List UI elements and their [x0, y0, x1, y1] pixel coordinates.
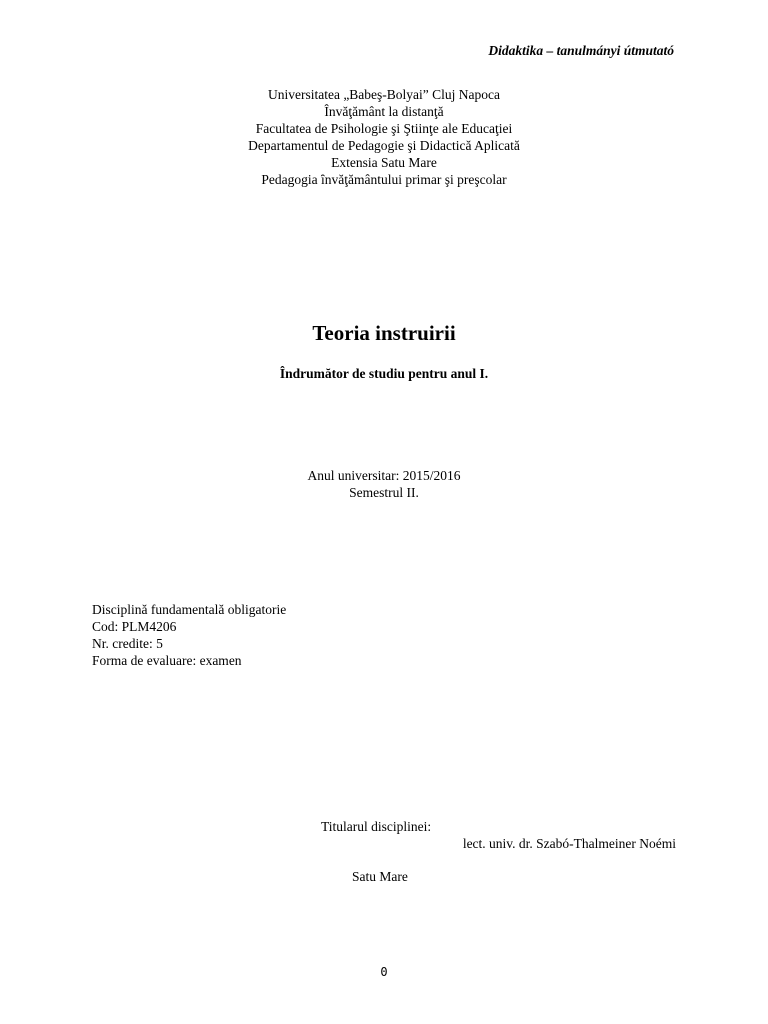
university-name: Universitatea „Babeş-Bolyai” Cluj Napoca [267, 87, 501, 102]
institution-block [0, 86, 768, 188]
document-title: Teoria instruirii [312, 321, 456, 345]
evaluation-form: Forma de evaluare: examen [92, 653, 242, 668]
program-name: Pedagogia ȋnvăţământului primar şi preşcolar [261, 172, 507, 187]
academic-info [0, 467, 768, 501]
city-name: Satu Mare [352, 869, 408, 884]
titular-name: lect. univ. dr. Szabó-Thalmeiner Noémi [462, 836, 676, 851]
department-name: Departamentul de Pedagogie şi Didactică Aplicată [248, 138, 520, 153]
course-code: Cod: PLM4206 [92, 619, 177, 634]
page-number: 0 [380, 965, 388, 979]
running-header: Didaktika – tanulmányi útmutató [488, 43, 674, 58]
course-credits: Nr. credite: 5 [92, 636, 163, 651]
document-subtitle: Îndrumător de studiu pentru anul I. [279, 366, 489, 381]
academic-year: Anul universitar: 2015/2016 [307, 468, 461, 483]
titular-label: Titularul disciplinei: [321, 819, 432, 834]
faculty-name: Facultatea de Psihologie şi Ştiinţe ale Educaţiei [255, 121, 513, 136]
course-info-block [92, 601, 286, 669]
semester: Semestrul II. [349, 485, 419, 500]
study-mode: Învăţământ la distanţă [324, 104, 444, 119]
discipline-type: Disciplină fundamentală obligatorie [92, 602, 287, 617]
extension-name: Extensia Satu Mare [331, 155, 437, 170]
